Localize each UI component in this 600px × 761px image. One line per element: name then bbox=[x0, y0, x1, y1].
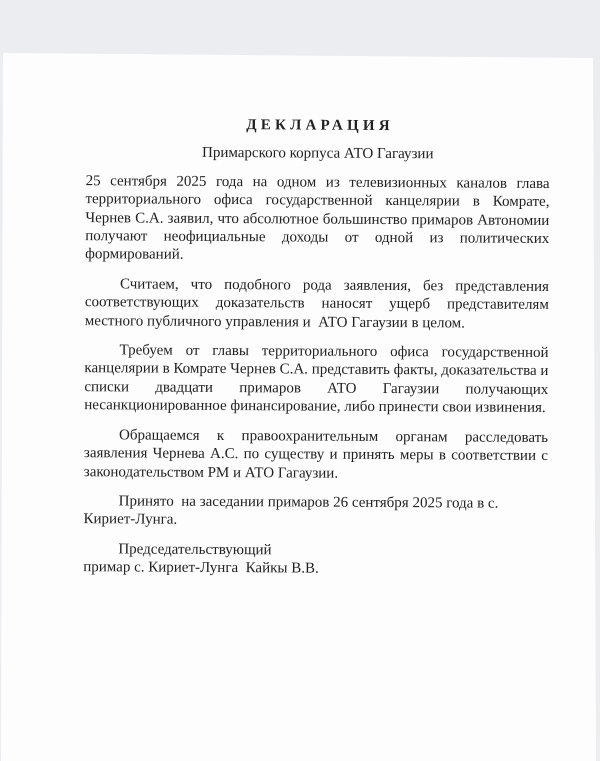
paragraph-appeal: Обращаемся к правоохранительным органам расследовать заявления Чернева А.С. по существу и принять меры в соответствии с законодательством РМ и АТО Гагаузии. bbox=[83, 427, 549, 482]
document-title: ДЕКЛАРАЦИЯ bbox=[246, 117, 394, 135]
signature-role: Председательствующий bbox=[118, 541, 272, 559]
document-subtitle: Примарского корпуса АТО Гагаузии bbox=[201, 144, 434, 163]
adoption-line: Принято на заседании примаров 26 сентября 2025 года в с. Кириет-Лунга. bbox=[83, 493, 499, 529]
signature-block bbox=[83, 540, 547, 580]
paragraph-demand: Требуем от главы территориального офиса государственной канцелярии в Комрате Чернев С.А. представить факты, доказательства и списки двадцати примаров АТО Гагаузии получающих несанкционированное финансирование, либо принести свои извинения. bbox=[84, 342, 549, 417]
paragraph-statement: 25 сентября 2025 года на одном из телевизионных каналов глава территориального офиса государственной канцелярии в Комрате, Чернев С.А. заявил, что абсолютное большинство примаров Автономии получают неофициальные доходы от одной из политических формирований. bbox=[85, 172, 550, 264]
signature-name: примар с. Кириет-Лунга Кайкы В.В. bbox=[83, 559, 319, 577]
paragraph-position: Считаем, что подобного рода заявления, без представления соответствующих доказательств наносят ущерб представителям местного публичного управления и АТО Гагаузии в целом. bbox=[84, 276, 550, 332]
document-content bbox=[0, 115, 600, 580]
